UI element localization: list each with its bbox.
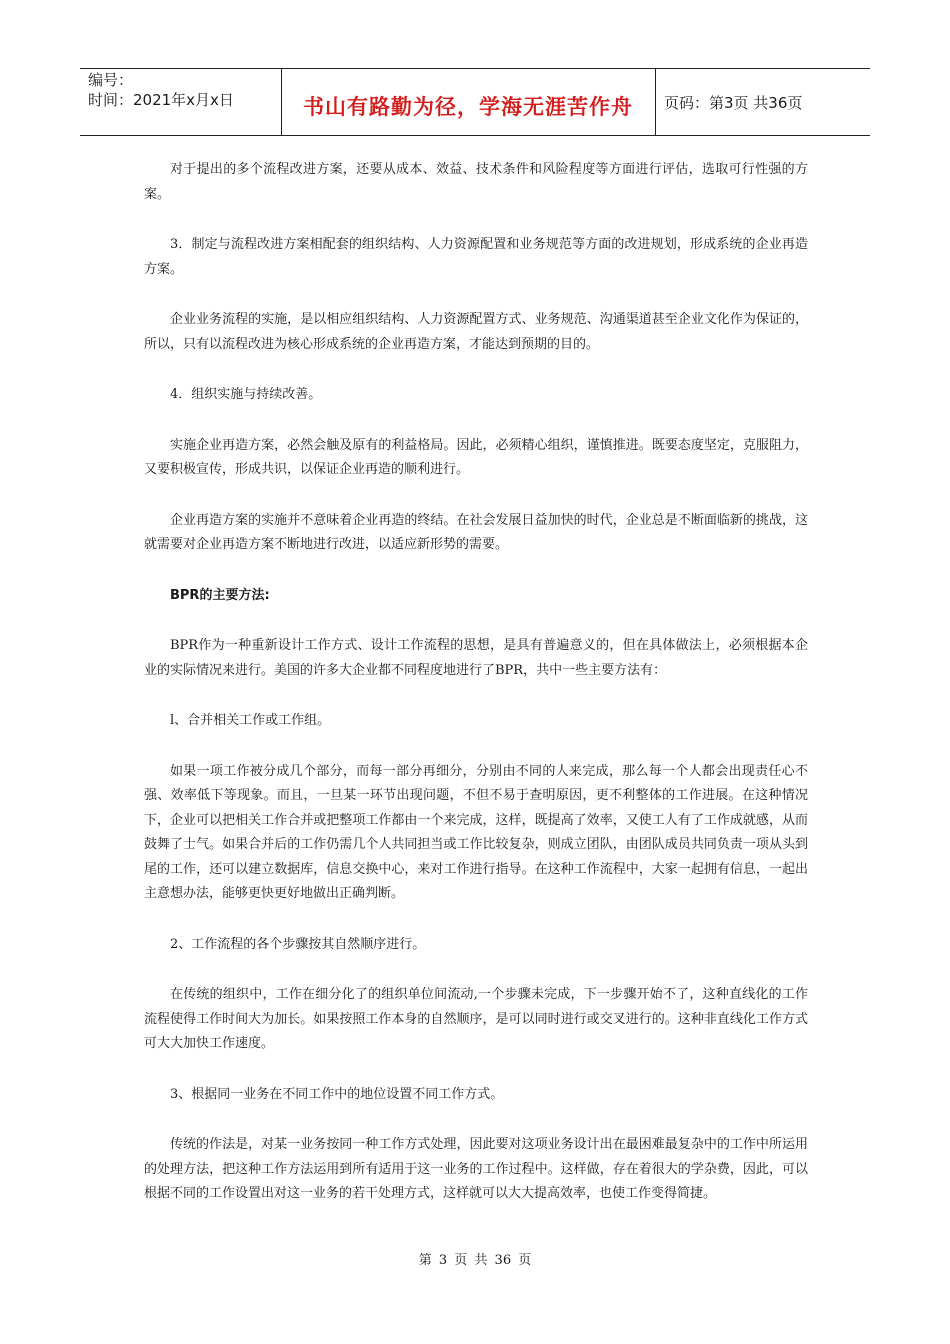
header-page-info: 页码：第3页 共36页 <box>664 94 803 112</box>
paragraph: 在传统的组织中，工作在细分化了的组织单位间流动,一个步骤未完成，下一步骤开始不了，这种直线化的工作流程使得工作时间大为加长。如果按照工作本身的自然顺序，是可以同时进行或交叉进行的。这种非直线化工作方式可大大加快工作速度。 <box>144 987 808 1051</box>
document-date: 时间：2021年x月x日 <box>88 91 234 109</box>
header-top-rule <box>80 68 870 69</box>
paragraph: 3．制定与流程改进方案相配套的组织结构、人力资源配置和业务规范等方面的改进规划，形成系统的企业再造方案。 <box>144 237 808 277</box>
paragraph: 2、工作流程的各个步骤按其自然顺序进行。 <box>170 936 426 952</box>
document-body <box>144 158 808 1233</box>
paragraph: 对于提出的多个流程改进方案，还要从成本、效益、技术条件和风险程度等方面进行评估，选取可行性强的方案。 <box>144 162 808 202</box>
page-footer: 第 3 页 共 36 页 <box>418 1253 532 1268</box>
paragraph: l、合并相关工作或工作组。 <box>170 713 331 728</box>
paragraph: BPR作为一种重新设计工作方式、设计工作流程的思想，是具有普遍意义的，但在具体做法上，必须根据本企业的实际情况来进行。美国的许多大企业都不同程度地进行了BPR，共中一些主要方法有： <box>144 638 808 678</box>
paragraph: 4．组织实施与持续改善。 <box>170 387 322 402</box>
header-meta <box>88 70 234 110</box>
document-number: 编号： <box>88 71 134 89</box>
paragraph: 企业再造方案的实施并不意味着企业再造的终结。在社会发展日益加快的时代，企业总是不断面临新的挑战，这就需要对企业再造方案不断地进行改进，以适应新形势的需要。 <box>144 512 808 552</box>
section-heading: BPR的主要方法: <box>170 587 270 603</box>
paragraph: 企业业务流程的实施，是以相应组织结构、人力资源配置方式、业务规范、沟通渠道甚至企业文化作为保证的，所以，只有以流程改进为核心形成系统的企业再造方案，才能达到预期的目的。 <box>144 312 808 352</box>
header-bottom-rule <box>80 135 870 136</box>
header-motto: 书山有路勤为径，学海无涯苦作舟 <box>303 95 633 119</box>
paragraph: 3、根据同一业务在不同工作中的地位设置不同工作方式。 <box>170 1086 504 1102</box>
header-divider-right <box>655 68 656 136</box>
paragraph: 如果一项工作被分成几个部分，而每一部分再细分，分别由不同的人来完成，那么每一个人都会出现责任心不强、效率低下等现象。而且，一旦某一环节出现问题，不但不易于查明原因，更不利整体的工作进展。在这种情况下，企业可以把相关工作合并或把整项工作都由一个来完成，这样，既提高了效率，又使工人有了工作成就感，从而鼓舞了士气。如果合并后的工作仍需几个人共同担当或工作比较复杂，则成立团队，由团队成员共同负责一项从头到尾的工作，还可以建立数据库，信息交换中心，来对工作进行指导。在这种工作流程中，大家一起拥有信息，一起出主意想办法，能够更快更好地做出正确判断。 <box>144 763 808 901</box>
paragraph: 实施企业再造方案，必然会触及原有的利益格局。因此，必须精心组织，谨慎推进。既要态度坚定，克服阻力，又要积极宣传，形成共识，以保证企业再造的顺利进行。 <box>144 437 808 477</box>
paragraph: 传统的作法是，对某一业务按同一种工作方式处理，因此要对这项业务设计出在最困难最复杂中的工作中所运用的处理方法，把这种工作方法运用到所有适用于这一业务的工作过程中。这样做，存在着很大的学杂费，因此，可以根据不同的工作设置出对这一业务的若干处理方式，这样就可以大大提高效率，也使工作变得简捷。 <box>144 1137 808 1201</box>
